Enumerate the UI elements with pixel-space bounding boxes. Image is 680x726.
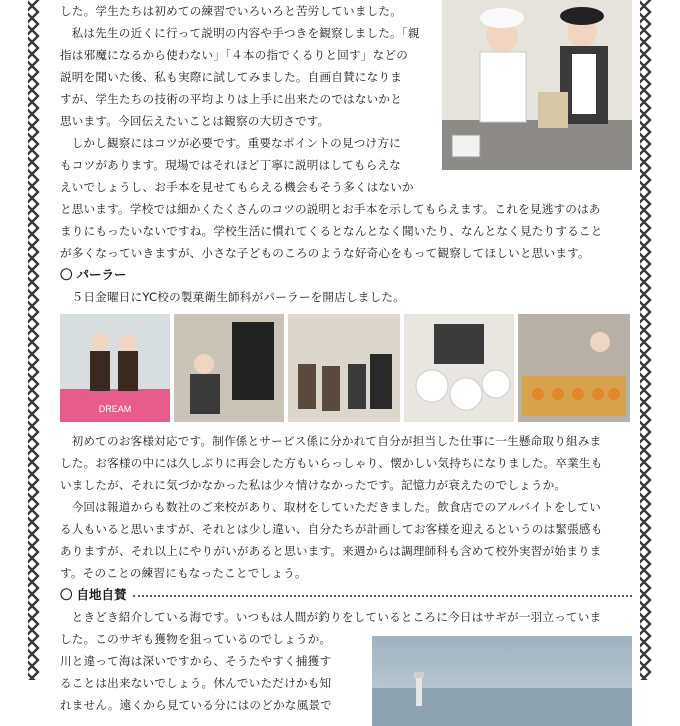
parlor-photo-staff (60, 314, 170, 422)
dotted-divider (133, 595, 632, 597)
section-heading-parlor (60, 264, 632, 286)
text-line: 川と違って海は深いですから、そうたやすく捕獲す (60, 654, 332, 668)
top-section (60, 0, 632, 198)
text-line: した。お客様の中には久しぶりに再会した方もいらっしゃり、懐かしい気持ちになりました。卒業生も (60, 456, 603, 470)
text-line: しかし観察にはコツが必要です。重要なポイントの見つけ方に (71, 136, 401, 150)
heading-text: パーラー (76, 267, 127, 282)
right-decorative-border (640, 0, 652, 680)
section-heading-jigajisan (60, 584, 632, 606)
text-line: した。学生たちは初めての練習でいろいろと苦労していました。 (60, 4, 403, 18)
text-line: えいでしょうし、お手本を見せてもらえる機会もそう多くはないか (60, 180, 414, 194)
circle-mark-icon: 〇 (60, 587, 73, 602)
text-line: が多くなっていきますが、小さな子どものころのような好奇心をもって観察してほしいと思います。 (60, 246, 590, 260)
parlor-intro: ５日金曜日にYC校の製菓衛生師科がパーラーを開店しました。 (71, 290, 405, 304)
text-line: す。そのことの練習にもなったことでしょう。 (60, 566, 307, 580)
text-line: 指は邪魔になるから使わない」「４本の指でくるりと回す」などの (60, 48, 409, 62)
cooking-class-photo (442, 0, 632, 170)
parlor-photo-row (60, 314, 632, 422)
top-text-column (60, 0, 420, 198)
text-line: した。このサギも獲物を狙っているのでしょうか。 (60, 632, 332, 646)
left-decorative-border (28, 0, 40, 680)
parlor-photo-press (288, 314, 400, 422)
text-line: ときどき紹介している海です。いつもは人間が釣りをしているところに今日はサギが一羽立っていま (71, 610, 602, 624)
sea-photo (372, 636, 632, 726)
text-line: ありますが、それ以上にやりがいがあると思います。来週からは調理師科も含めて校外実習が始まりま (60, 544, 602, 558)
text-line: れません。遠くから見ている分にはのどかな風景で (60, 698, 332, 712)
text-line: 初めてのお客様対応です。制作係とサービス係に分かれて自分が担当した仕事に一生懸命取り組みま (71, 434, 602, 448)
text-line: もコツがあります。現場ではそれほど丁寧に説明はしてもらえな (60, 158, 402, 172)
text-line: る人もいると思いますが、それとは少し違い、自分たちが計画してお客様を迎えるというのは緊張感も (60, 522, 603, 536)
text-line: と思います。学校では細かくたくさんのコツの説明とお手本を示してもらえます。これを見逃すのはあ (60, 202, 601, 216)
cooking-class-illustration (442, 0, 632, 170)
newsletter-page (60, 0, 632, 712)
text-line: 思います。今回伝えたいことは観察の大切さです。 (60, 114, 330, 128)
text-line: 説明を聞いた後、私も実際に試してみました。自画自賛になりま (60, 70, 403, 84)
text-line: 今回は報道からも数社のご来校があり、取材をしていただきました。飲食店でのアルバイトをしてい (71, 500, 602, 514)
parlor-photo-menu-board (174, 314, 284, 422)
parlor-photo-plates (404, 314, 514, 422)
text-line: すが、学生たちの技術の平均よりは上手に出来たのではないかと (60, 92, 403, 106)
circle-mark-icon: 〇 (60, 267, 73, 282)
text-line: ることは出来ないでしょう。休んでいただけかも知 (60, 676, 332, 690)
heading-text: 〇 自地自賛 (60, 587, 127, 602)
sign-text: DREAM (98, 404, 132, 414)
jigajisan-body (60, 628, 632, 726)
jigajisan-text-column (60, 628, 345, 726)
text-line: 私は先生の近くに行って説明の内容や手つきを観察しました。「親 (71, 26, 420, 40)
parlor-photo-pastries (518, 314, 630, 422)
text-line: まりにもったいないですね。学校生活に慣れてくるとなんとなく聞いたり、なんとなく見たりすること (60, 224, 603, 238)
text-line: いましたが、それに気づかなかった私は少々情けなかったです。記憶力が衰えたのでしょうか。 (60, 478, 567, 492)
